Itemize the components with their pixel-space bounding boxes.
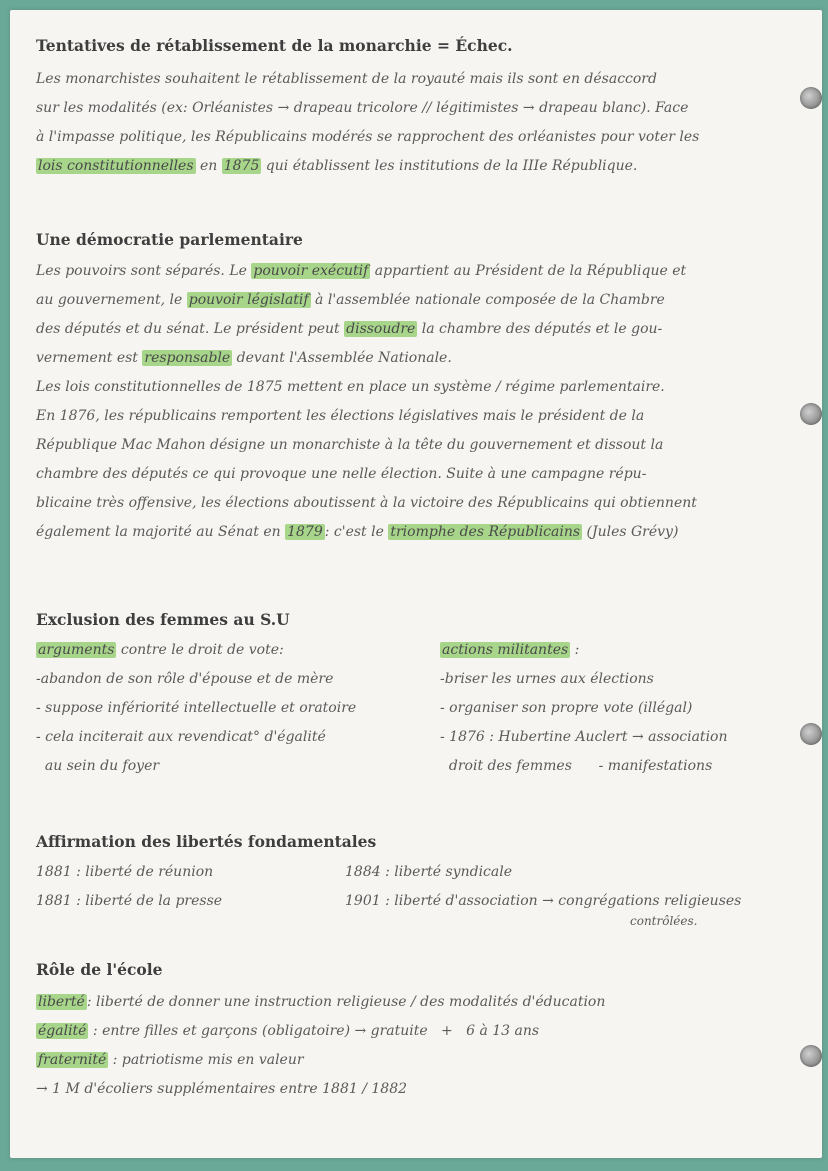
- highlight: dissoudre: [346, 321, 416, 337]
- text-line: Les monarchistes souhaitent le rétablissement de la royauté mais ils sont en désaccord: [36, 71, 657, 87]
- text-line: [36, 1017, 605, 1046]
- text-span: : c'est le: [324, 524, 389, 540]
- list-item: - suppose infériorité intellectuelle et oratoire: [36, 700, 357, 716]
- highlight: lois constitutionnelles: [38, 158, 194, 174]
- text-line: [440, 636, 728, 665]
- text-span: : patriotisme mis en valeur: [108, 1052, 304, 1068]
- text-span: : entre filles et garçons (obligatoire) → gratuite + 6 à 13 ans: [88, 1023, 540, 1039]
- list-item: - 1876 : Hubertine Auclert → association: [440, 729, 728, 745]
- highlight: égalité: [38, 1023, 87, 1039]
- text-span: qui établissent les institutions de la IIIe République.: [261, 158, 638, 174]
- text-line: [36, 1046, 605, 1075]
- text-line: [36, 315, 697, 344]
- section-title-exclusion: Exclusion des femmes au S.U: [36, 610, 290, 629]
- text-span: Les pouvoirs sont séparés. Le: [36, 263, 252, 279]
- list-item: 1881 : liberté de réunion: [36, 864, 214, 880]
- text-span: également la majorité au Sénat en: [36, 524, 286, 540]
- highlight: fraternité: [38, 1052, 107, 1068]
- list-item: -abandon de son rôle d'épouse et de mère: [36, 671, 334, 687]
- highlight: 1879: [287, 524, 323, 540]
- text-span: la chambre des députés et le gou-: [417, 321, 663, 337]
- list-item: 1901 : liberté d'association → congrégations religieuses: [345, 893, 742, 909]
- text-line: [36, 286, 697, 315]
- text-span: à l'assemblée nationale composée de la Chambre: [310, 292, 665, 308]
- text-line: [36, 636, 356, 665]
- section-body-ecole: [36, 988, 605, 1104]
- text-line: [36, 518, 697, 547]
- section-body-democratie: [36, 257, 697, 547]
- section-title-libertes: Affirmation des libertés fondamentales: [36, 832, 377, 851]
- arguments-column: [36, 636, 356, 781]
- punch-hole: [800, 403, 822, 425]
- text-span: devant l'Assemblée Nationale.: [232, 350, 452, 366]
- section-title-democratie: Une démocratie parlementaire: [36, 230, 303, 249]
- text-line: chambre des députés ce qui provoque une nelle élection. Suite à une campagne répu-: [36, 466, 647, 482]
- text-span: (Jules Grévy): [582, 524, 679, 540]
- libertes-left: [36, 858, 222, 916]
- text-line: [36, 988, 605, 1017]
- highlight: liberté: [38, 994, 85, 1010]
- text-line: [36, 344, 697, 373]
- text-line: En 1876, les républicains remportent les élections législatives mais le président de la: [36, 408, 645, 424]
- text-line: République Mac Mahon désigne un monarchiste à la tête du gouvernement et dissout la: [36, 437, 664, 453]
- section-title-monarchie: Tentatives de rétablissement de la monarchie = Échec.: [36, 36, 513, 55]
- list-item: 1884 : liberté syndicale: [345, 864, 513, 880]
- text-line: blicaine très offensive, les élections aboutissent à la victoire des Républicains qui obtiennent: [36, 495, 697, 511]
- punch-hole: [800, 87, 822, 109]
- text-line: à l'impasse politique, les Républicains modérés se rapprochent des orléanistes pour voter les: [36, 129, 700, 145]
- list-item: -briser les urnes aux élections: [440, 671, 654, 687]
- text-line: sur les modalités (ex: Orléanistes → drapeau tricolore // légitimistes → drapeau blanc). Face: [36, 100, 689, 116]
- highlight: responsable: [144, 350, 231, 366]
- text-span: en: [195, 158, 222, 174]
- text-span: au gouvernement, le: [36, 292, 187, 308]
- text-line: [36, 257, 697, 286]
- punch-hole: [800, 723, 822, 745]
- section-title-ecole: Rôle de l'école: [36, 960, 163, 979]
- text-line: [36, 152, 699, 181]
- notebook-page: [10, 10, 822, 1158]
- highlight: pouvoir législatif: [188, 292, 309, 308]
- text-span: contre le droit de vote:: [116, 642, 284, 658]
- text-span: :: [570, 642, 580, 658]
- punch-hole: [800, 1045, 822, 1067]
- text-span: appartient au Président de la République et: [370, 263, 687, 279]
- highlight: triomphe des Républicains: [390, 524, 581, 540]
- text-line: Les lois constitutionnelles de 1875 mettent en place un système / régime parlementaire.: [36, 379, 665, 395]
- highlight: arguments: [38, 642, 115, 658]
- list-item: 1881 : liberté de la presse: [36, 893, 223, 909]
- list-item: droit des femmes - manifestations: [440, 758, 713, 774]
- section-body-monarchie: [36, 65, 699, 181]
- actions-column: [440, 636, 728, 781]
- libertes-right: [345, 858, 741, 916]
- text-span: vernement est: [36, 350, 143, 366]
- text-span: : liberté de donner une instruction religieuse / des modalités d'éducation: [86, 994, 606, 1010]
- list-item: - organiser son propre vote (illégal): [440, 700, 693, 716]
- highlight: pouvoir exécutif: [253, 263, 369, 279]
- highlight: 1875: [223, 158, 260, 174]
- libertes-note: contrôlées.: [630, 914, 698, 928]
- highlight: actions militantes: [442, 642, 569, 658]
- text-span: des députés et du sénat. Le président peut: [36, 321, 345, 337]
- text-line: → 1 M d'écoliers supplémentaires entre 1881 / 1882: [36, 1081, 408, 1097]
- list-item: au sein du foyer: [36, 758, 160, 774]
- list-item: - cela inciterait aux revendicat° d'égalité: [36, 729, 326, 745]
